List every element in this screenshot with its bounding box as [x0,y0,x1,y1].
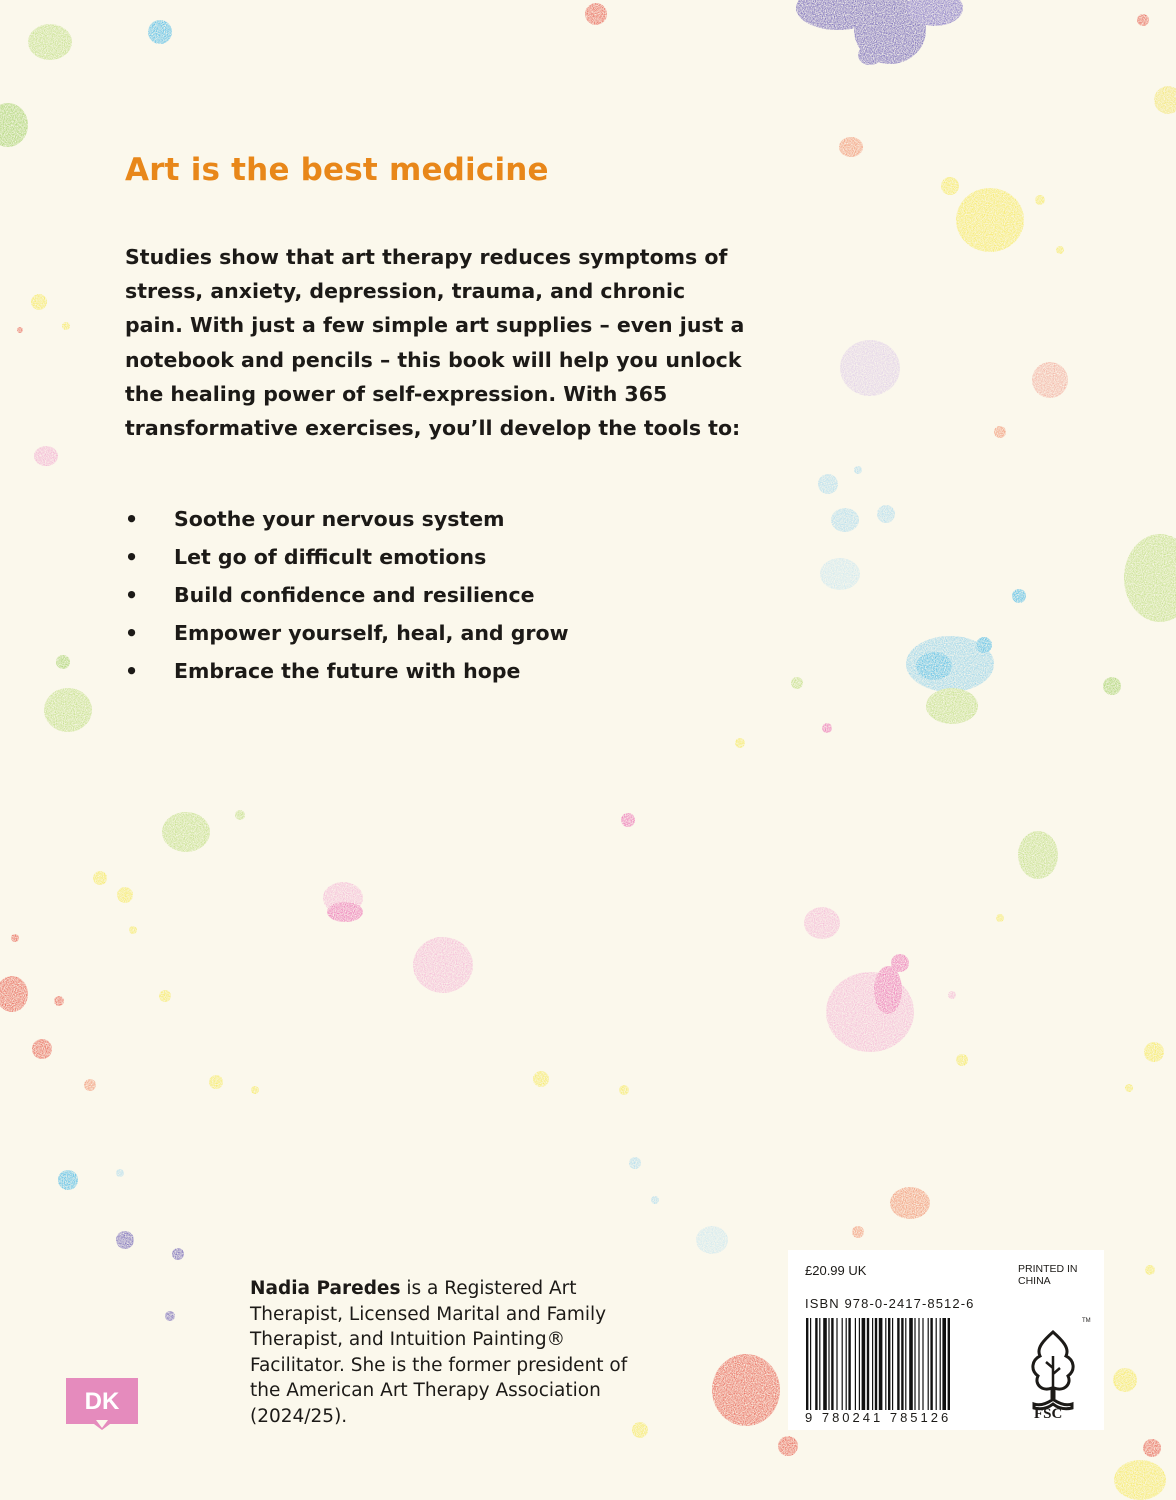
bullet-icon: • [125,583,139,607]
list-item [125,500,569,538]
list-item [125,614,569,652]
bullet-text: Soothe your nervous system [174,507,505,531]
list-item [125,576,569,614]
author-name: Nadia Paredes [250,1278,401,1299]
fsc-label: FSC [1034,1406,1063,1422]
bullet-text: Empower yourself, heal, and grow [174,621,569,645]
intro-paragraph: Studies show that art therapy reduces symptoms of stress, anxiety, depression, trauma, and chronic pain. With just a few simple art supplies – even just a notebook and pencils – this book will help you unlock the healing power of self-expression. With 365 transformative exercises, you’ll develop the tools to: [125,245,745,441]
bullet-icon: • [125,507,139,531]
bullet-text: Let go of difficult emotions [174,545,487,569]
benefits-list [125,500,569,690]
barcode-block [788,1250,1104,1430]
barcode-image [805,1318,995,1410]
dk-logo-text: DK [84,1388,120,1415]
trademark-label: TM [1082,1318,1091,1324]
author-bio [250,1276,630,1430]
isbn-label: ISBN 978-0-2417-8512-6 [805,1296,975,1311]
bullet-icon: • [125,545,139,569]
author-bio-text: is a Registered Art Therapist, Licensed Marital and Family Therapist, and Intuition Painting® Facilitator. She is the former president of the American Art Therapy Association (2024/25). [250,1278,628,1427]
bullet-text: Embrace the future with hope [174,659,521,683]
barcode-digits: 9 780241 785126 [805,1410,952,1425]
printed-in-label: PRINTED IN CHINA [1018,1263,1078,1287]
bullet-icon: • [125,621,139,645]
headline: Art is the best medicine [125,152,549,188]
price-label: £20.99 UK [805,1263,867,1278]
list-item [125,538,569,576]
bullet-text: Build confidence and resilience [174,583,535,607]
dk-publisher-logo [66,1378,138,1430]
list-item [125,652,569,690]
bullet-icon: • [125,659,139,683]
